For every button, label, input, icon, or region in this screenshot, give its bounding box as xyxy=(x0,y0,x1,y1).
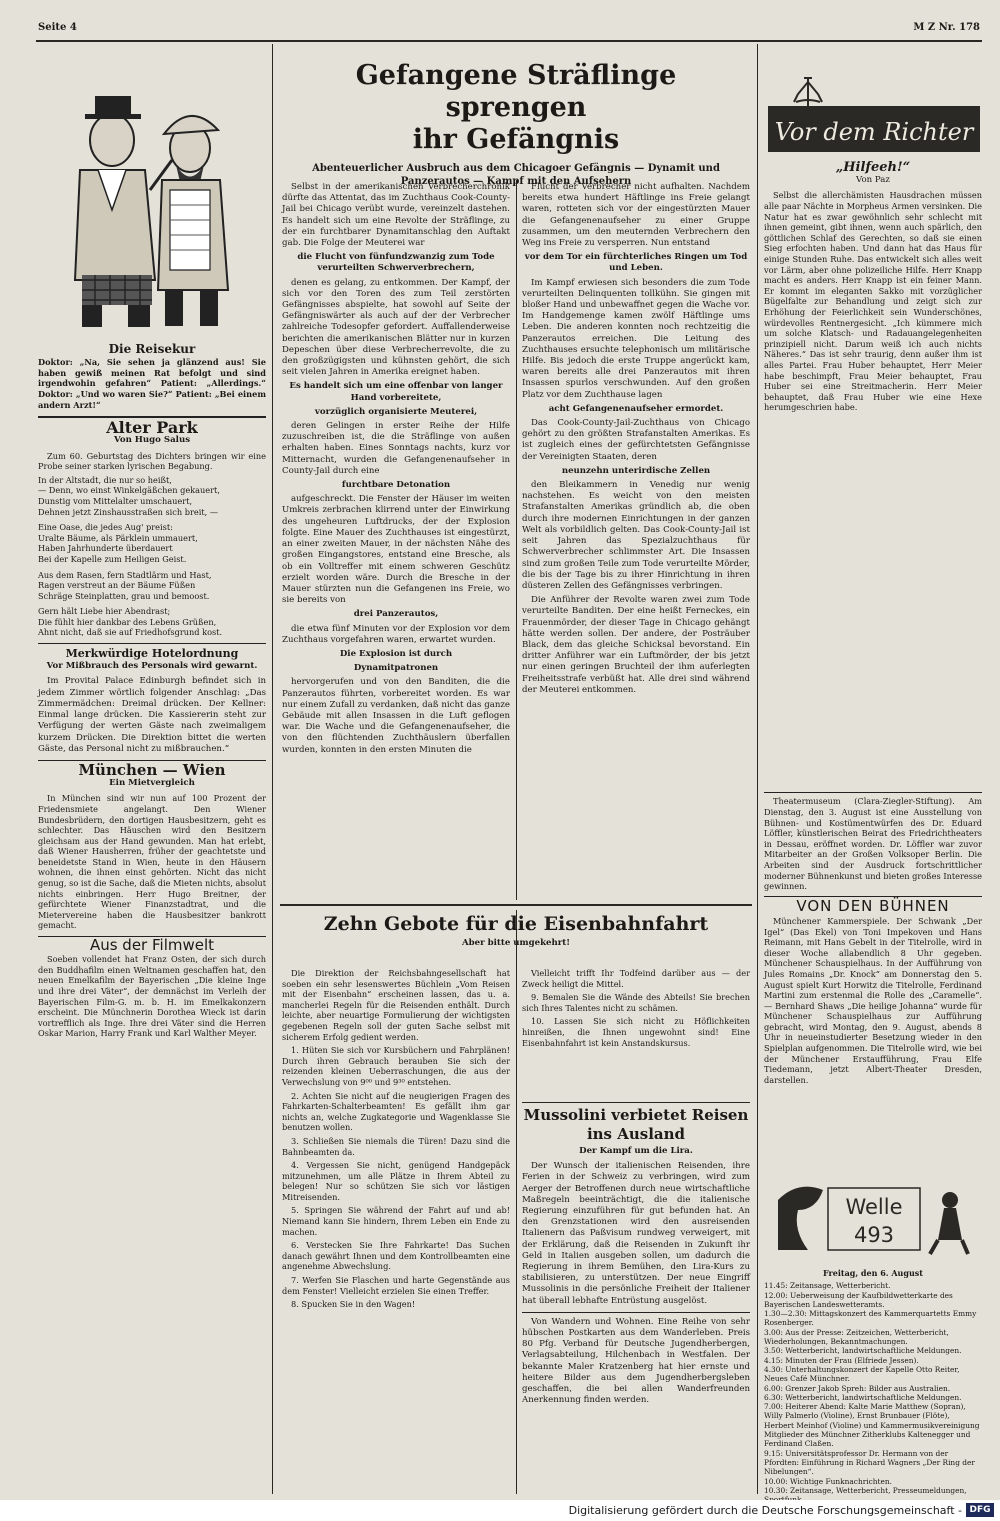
radio-item: 4.30: Unterhaltungskonzert der Kapelle Otto Reiter, Neues Café Münchner. xyxy=(764,1364,960,1384)
radio-item: 10.00: Wichtige Funknachrichten. xyxy=(764,1476,892,1486)
gebot-item: Vielleicht trifft Ihr Todfeind darüber aus — der Zweck heiligt die Mittel. xyxy=(522,968,750,989)
poem-line: Dunstig vom Mittelalter umschauert, xyxy=(38,495,193,506)
poem-line: Ragen verstreut an der Bäume Füßen xyxy=(38,580,196,591)
main-headline-block xyxy=(282,60,750,187)
right-column xyxy=(764,162,982,1180)
dfg-logo: DFG xyxy=(966,1503,994,1517)
gebote-title: Zehn Gebote für die Eisenbahnfahrt xyxy=(323,913,709,935)
page-number: Seite 4 xyxy=(38,22,77,33)
radio-item: 3.00: Aus der Presse: Zeitzeichen, Wetterbericht, Wiederholungen, Bekanntmachungen. xyxy=(764,1327,949,1347)
theater-text: Theatermuseum (Clara-Ziegler-Stiftung). Am Dienstag, den 3. August ist eine Ausstellung von Bühnen- und Kostümentwürfen des Dr. Eduard Löffler, künstlerischen Beirat des Friedrichtheaters in Dessau, eröffnet worden. Dr. Löffler war zuvor Mitarbeiter an der Großen Volksoper Berlin. Die Arbeiten sind der Ausdruck fortschrittlicher moderner Bühnenkunst und bieten großes Interesse gewinnen. xyxy=(764,796,982,892)
left-column xyxy=(38,340,266,1490)
welle-radio-logo xyxy=(768,1180,978,1260)
wien-text: In München sind wir nun auf 100 Prozent der Friedensmiete angelangt. Den Wiener Bundesbrüdern, den dortigen Hausbesitzern, geht es schlechter. Das Häuschen wird den Besitzern gleichsam aus der Hand gewunden. Man hat erlebt, daß Wiener Hausherren, früher der geachtetste und beneidetste Stand in Wien, heute in den Häusern wohnen, die ihnen einst gehörten. Nicht das nicht genug, so ist die Sache, daß die Mieten nichts, absolut nichts einbringen. Herr Hugo Breitner, der gefürchtete Wiener Finanzstadtrat, und die Mietervereine haben die Hausbesitzer bankrott gemacht. xyxy=(38,793,266,931)
poem-line: Haben Jahrhunderte überdauert xyxy=(38,543,173,554)
radio-item: 11.45: Zeitansage, Wetterbericht. xyxy=(764,1281,891,1291)
paragraph: denen es gelang, zu entkommen. Der Kampf, der sich vor den Toren des zum Teil zerstörten Gefängnisses abspielte, hat sowohl auf Seite der Gefängniswärter als auch auf der der Verbrecher zahlreiche Todesopfer gefordert. Auffallenderweise berichten die amerikanischen Blätter nur in kurzen Depeschen über diese Verbrecherrevolte, die zu den großzügigsten und kühnsten gehört, die sich seit vielen Jahren in Amerika ereignet haben. xyxy=(282,277,510,378)
paragraph: Im Kampf erwiesen sich besonders die zum Tode verurteilten Delinquenten tollkühn. Sie gingen mit bloßer Hand und unbewaffnet gegen die Wache vor. Im Handgemenge kamen zwölf Häftlinge ums Leben. Die anderen konnten noch rechtzeitig die Panzerautos erreichen. Die Leitung des Zuchthauses ersuchte telephonisch um militärische Hilfe. Bis jedoch die erste Truppe angerückt kam, waren bereits alle drei Panzerautos mit ihren Insassen spurlos verschwunden. Auf den großen Platz vor dem Zuchthause lagen xyxy=(522,277,750,400)
subheading: die Flucht von fünfundzwanzig zum Tode verurteilten Schwerverbrechern, xyxy=(297,252,495,274)
poem-line: Gern hält Liebe hier Abendrast; xyxy=(38,606,171,617)
radio-item: 1.30—2.30: Mittagskonzert des Kammerquartetts Emmy Rosenberger. xyxy=(764,1309,977,1328)
vor-dem-richter-banner xyxy=(768,72,980,158)
cartoon-illustration xyxy=(40,70,240,335)
footer-bar xyxy=(0,1500,1000,1521)
subheading: vor dem Tor ein fürchterliches Ringen um Tod und Leben. xyxy=(524,252,748,274)
gebote-column-1 xyxy=(282,968,510,1494)
header-rule xyxy=(36,40,982,42)
gebote-intro: Die Direktion der Reichsbahngesellschaft hat soeben ein sehr lesenswertes Büchlein „Vom Reisen mit der Eisenbahn“ erscheinen lassen, das u. a. mancherlei Regeln für die Reisenden enthält. Durch leichte, aber neuartige Formulierung der wichtigsten gegebenen Regeln soll der guten Sache selbst mit sicherem Erfolg gedient werden. xyxy=(282,968,510,1042)
main-column-2 xyxy=(522,182,750,900)
radio-item: 7.00: Heiterer Abend: Kalte Marie Matthew (Sopran), Willy Palmerlo (Violine), Ernst Brunbauer (Flöte), Herbert Meinhof (Violine) und Kammermusikvereinigung Mitglieder des Münchner Zitherklubs Kaltenegger und Ferdinand Claßen. xyxy=(764,1402,980,1449)
subheading: Es handelt sich um eine offenbar von langer Hand vorbereitete, xyxy=(289,381,503,403)
hilfe-author: Von Paz xyxy=(856,175,890,186)
subheading: furchtbare Detonation xyxy=(341,480,451,491)
mussolini-title-line2: ins Ausland xyxy=(586,1125,686,1143)
paragraph: aufgeschreckt. Die Fenster der Häuser im weiten Umkreis zerbrachen klirrend unter der Einwirkung des ungeheuren Luftdrucks, der der Explosion folgte. Eine Mauer des Zuchthauses ist eingestürzt, an einer zweiten Mauer, in der nächsten Nähe des großen Eingangstores, entstand eine Bresche, als ob ein Volltreffer mit einem schweren Geschütz erzielt worden wäre. Durch die Bresche in der Mauer stürzten nun die Gefangenen ins Freie, wo sie bereits von xyxy=(282,494,510,606)
paragraph: deren Gelingen in erster Reihe der Hilfe zuzuschreiben ist, die die Sträflinge von außen erhalten haben. Eines Sonntags nachts, kurz vor Mitternacht, wurden die Gefangenenaufseher in County-Jail durch eine xyxy=(282,421,510,476)
gebot-item: 7. Werfen Sie Flaschen und harte Gegenstände aus dem Fenster! Vielleicht erzielen Sie einen Treffer. xyxy=(282,1275,510,1296)
mussolini-text: Der Wunsch der italienischen Reisenden, ihre Ferien in der Schweiz zu verbringen, wird zum Aerger der Betroffenen durch neue wirtschaftliche Maßregeln beeinträchtigt, die die italienische Regierung einzuführen für gut befunden hat. An den Grenzstationen wird den ausreisenden Italienern das Paßvisum rundweg verweigert, mit der Erklärung, daß die Reisenden in Zukunft ihr Geld in Italien ausgeben sollen, um dadurch die Regierung in ihrem Bemühen, den Lira-Kurs zu stabilisieren, zu unterstützen. Der neue Eingriff Mussolinis in die persönliche Freiheit der Italiener hat überall lebhafte Entrüstung ausgelöst. xyxy=(522,1161,750,1306)
poem-line: Dehnen jetzt Zinshausstraßen sich breit, — xyxy=(38,506,219,517)
poem-line: Ahnt nicht, daß sie auf Friedhofsgrund kost. xyxy=(38,627,223,638)
column-rule xyxy=(516,910,517,1494)
welle-number: 493 xyxy=(853,1223,895,1247)
paragraph: Selbst in der amerikanischen Verbrecherchronik dürfte das Attentat, das im Zuchthaus Cook-County-Jail bei Chicago verübt wurde, vereinzelt dastehen. Es handelt sich um eine Revolte der Sträflinge, zu der ein furchtbarer Dynamitanschlag den Auftakt gab. Die Folge der Meuterei war xyxy=(282,182,510,249)
subheading: neunzehn unterirdische Zellen xyxy=(561,465,711,476)
poem-line: Aus dem Rasen, fern Stadtlärm und Hast, xyxy=(38,569,212,580)
hilfe-title: „Hilfeeh!“ xyxy=(835,160,911,175)
paragraph: hervorgerufen und von den Banditen, die die Panzerautos führten, vorbereitet worden. Es war nur einem Zufall zu verdanken, daß nicht das ganze Gebäude mit allen Insassen in die Luft geflogen war. Die Wache und die Gefangenenaufseher, die von den flüchtenden Zuchthäuslern überfallen wurden, konnten in den ersten Minuten die xyxy=(282,677,510,755)
listener-figure-icon xyxy=(942,1192,958,1208)
poem-line: Bei der Kapelle zum Heiligen Geist. xyxy=(38,553,187,564)
buehnen-text: Münchener Kammerspiele. Der Schwank „Der Igel“ (Das Ekel) von Toni Impekoven und Hans Reimann, mit Hans Gebelt in der Titelrolle, wird in dieser Woche allabendlich 8 Uhr gegeben. Münchener Schauspielhaus. In der Aufführung von Jules Romains „Dr. Knock“ am Donnerstag den 5. August spielt Kurt Horwitz die Titelrolle, Ferdinand Martini zum erstenmal die Rolle des „Caramelle“. — Bernhard Shaws „Die heilige Johanna“ wurde für Münchener Schauspielhaus zur Aufführung gebracht, wird Montag, den 9. August, abends 8 Uhr in neueinstudierter Besetzung wieder in den Spielplan aufgenommen. Die Titelrolle wird, wie bei der Münchener Erstaufführung, Frau Elfe Tiedemann, jetzt Albert-Theater Dresden, darstellen. xyxy=(764,915,982,1085)
gebot-item: 5. Springen Sie während der Fahrt auf und ab! Niemand kann Sie hindern, Ihrem Leben ein Ende zu machen. xyxy=(282,1205,510,1237)
gebote-column-2 xyxy=(522,968,750,1098)
main-subtitle: Abenteuerlicher Ausbruch aus dem Chicagoer Gefängnis — Dynamit und Panzerautos — Kampf mit den Aufsehern xyxy=(312,163,720,187)
subheading: vorzüglich organisierte Meuterei, xyxy=(314,406,478,417)
radio-item: 6.30: Wetterbericht, landwirtschaftliche Meldungen. xyxy=(764,1392,962,1402)
gebot-item: 3. Schließen Sie niemals die Türen! Dazu sind die Bahnbeamten da. xyxy=(282,1135,510,1157)
mussolini-article xyxy=(522,1106,750,1494)
film-title: Aus der Filmwelt xyxy=(89,936,215,955)
buehnen-title: VON DEN BÜHNEN xyxy=(796,896,950,915)
gebot-item: 9. Bemalen Sie die Wände des Abteils! Sie brechen sich Ihres Talentes nicht zu schämen. xyxy=(522,992,750,1013)
gebot-item: 1. Hüten Sie sich vor Kursbüchern und Fahrplänen! Durch ihren Gebrauch berauben Sie sich der reizenden kleinen Ueberraschungen, die aus der Verwechslung von 9⁰⁰ und 9³⁰ entstehen. xyxy=(282,1045,510,1087)
cartoon-caption: Doktor: „Na, Sie sehen ja glänzend aus! Sie haben gewiß meinen Rat befolgt und sind irgendwohin gefahren“ Patient: „Allerdings.“ Doktor: „Und wo waren Sie?“ Patient: „Bei einem andern Arzt!“ xyxy=(38,357,266,410)
radio-program xyxy=(764,1266,982,1494)
funding-note: Digitalisierung gefördert durch die Deutsche Forschungsgemeinschaft - xyxy=(568,1504,962,1517)
gebote-subtitle: Aber bitte umgekehrt! xyxy=(461,938,571,948)
subheading: drei Panzerautos, xyxy=(353,609,439,620)
gebot-item: 10. Lassen Sie sich nicht zu Höflichkeiten hinreißen, die Ihnen ungewohnt sind! Eine Eisenbahnfahrt ist kein Anstandskursus. xyxy=(522,1016,750,1048)
poem-line: Eine Oase, die jedes Aug' preist: xyxy=(38,522,173,533)
paragraph: Die Anführer der Revolte waren zwei zum Tode verurteilte Banditen. Der eine heißt Ferneckes, ein Frauenmörder, der dieser Tage in Chicago gehängt hätte werden sollen. Der andere, der Posträuber Black, dem das gleiche Schicksal bevorstand. Ein dritter Anführer war ein Luftmörder, der bis jetzt nur einen geringen Bruchteil der ihm auferlegten Freiheitsstrafe verbüßt hat. Alle drei sind während der Meuterei entkommen. xyxy=(522,595,750,695)
paragraph: die etwa fünf Minuten vor der Explosion vor dem Zuchthaus vorgefahren waren, erwartet wurden. xyxy=(282,623,510,645)
column-rule xyxy=(272,44,273,1494)
poem-line: Die fühlt hier dankbar des Lebens Grüßen, xyxy=(38,616,217,627)
radio-item: 3.50: Wetterbericht, landwirtschaftliche Meldungen. xyxy=(764,1346,962,1356)
wandern-note: Von Wandern und Wohnen. Eine Reihe von sehr hübschen Postkarten aus dem Wanderleben. Preis 80 Pfg. Verband für Deutsche Jugendherbergen, Verlagsabteilung, Hilchenbach in Westfalen. Der bekannte Maler Kratzenberg hat hier ernste und heitere Bilder aus dem Jugendherbergsleben geschaffen, die bei allen Wanderfreunden Anerkennung finden werden. xyxy=(522,1316,750,1406)
hotel-title: Merkwürdige Hotelordnung xyxy=(65,647,239,661)
poem-line: Uralte Bäume, als Pärklein ummauert, xyxy=(38,532,198,543)
radio-item: 12.00: Ueberweisung der Kaufbildwetterkarte des Bayerischen Landeswetteramts. xyxy=(764,1290,953,1309)
subheading: Dynamitpatronen xyxy=(353,663,439,674)
page-header xyxy=(38,22,980,38)
subheading: acht Gefangenenaufseher ermordet. xyxy=(548,403,724,414)
paragraph: den Bleikammern in Venedig nur wenig nachstehen. Es weicht von den meisten Strafanstalten Amerikas gründlich ab, die oben durch ihre modernen Einrichtungen in der ganzen Welt als vorbildlich gelten. Das Cook-County-Jail ist seit Jahren das Spezialzuchthaus für Schwerverbrecher schlimmster Art. Die Insassen sind zum großen Teile zum Tode verurteilte Mörder, die bis der Tage bis zu ihrer Hinrichtung in ihren düsteren Zellen des Gefängnisses verbringen. xyxy=(522,480,750,591)
hilfe-text: Selbst die allerchämisten Hausdrachen müssen alle paar Nächte in Morpheus Armen versinken. Die Natur hat es zwar gewöhnlich sehr schlecht mit ihnen gemeint, gibt ihnen, wenn auch spärlich, den göttlichen Schlaf des Gerechten, so daß sie einen Sieg erfochten haben. Und dann hat das Haus für einige Stunden Ruhe. Das entwickelt sich alles weit vor Lärm, aber ohne polizeiliche Hilfe. Herr Knapp macht es anders. Herr Knapp ist ein feiner Mann. Er kommt im eleganten Sakko mit vorzüglicher Bügelfalte zur Behandlung und zeigt sich zur Erhöhung der Feierlichkeit sein Wunderschönes, würdevolles Rentnergesicht. „Ich kümmere mich um solche Klatsch- und Radauangelegenheiten prinzipiell nicht. Darum weiß ich auch nichts Näheres.“ Das ist sehr traurig, denn außer ihm ist alles Partei. Frau Huber behauptet, Herr Meier habe beschimpft, Frau Meier behauptet, Frau Huber sei eine Streitmacherin. Herr Meier behauptet, daß Frau Huber wie eine Hexe herumgeschrien habe. xyxy=(764,190,982,413)
park-author: Von Hugo Salus xyxy=(113,435,191,446)
park-poem xyxy=(38,475,266,638)
mussolini-subtitle: Der Kampf um die Lira. xyxy=(579,1146,693,1156)
cartoon-title: Die Reisekur xyxy=(108,342,196,356)
gebot-item: 2. Achten Sie nicht auf die neugierigen Fragen des Fahrkarten-Schalterbeamten! Es gefällt ihm gar nichts an, welche Zugkategorie und Wagenklasse Sie benutzen wollen. xyxy=(282,1090,510,1133)
poem-line: In der Altstadt, die nur so heißt, xyxy=(38,474,172,485)
subheading: Die Explosion ist durch xyxy=(339,648,453,659)
welle-label: Welle xyxy=(845,1195,903,1219)
issue-number: M Z Nr. 178 xyxy=(913,22,980,33)
richter-banner-text: Vor dem Richter xyxy=(774,118,974,146)
poem-line: Schräge Steinplatten, grau und bemoost. xyxy=(38,590,210,601)
gebot-item: 4. Vergessen Sie nicht, genügend Handgepäck mitzunehmen, um alle Plätze in Ihrem Abteil zu belegen! Nur so schützen Sie sich vor lästigen Mitreisenden. xyxy=(282,1160,510,1202)
radio-item: 10.30: Zeitansage, Wetterbericht, Presseumeldungen, xyxy=(764,1485,967,1495)
hotel-text: Im Provital Palace Edinburgh befindet sich in jedem Zimmer wörtlich folgender Anschlag: „Das Zimmermädchen: Dreimal drücken. Der Kellner: Einmal lange drücken. Die Kassiererin steht zur Verfügung der werten Gäste nach zweimaligem kurzem Drücken. Die Direktion bittet die werten Gäste, das Personal nicht zu mißbrauchen.“ xyxy=(38,676,266,754)
section-rule xyxy=(280,904,752,906)
gebot-item: 8. Spucken Sie in den Wagen! xyxy=(291,1299,416,1310)
radio-item: 4.15: Minuten der Frau (Elfriede Jessen). xyxy=(764,1355,919,1365)
section-rule xyxy=(522,1102,750,1103)
wien-subtitle: Ein Mietvergleich xyxy=(109,778,195,789)
column-rule xyxy=(757,44,758,1494)
hotel-subtitle: Vor Mißbrauch des Personals wird gewarnt. xyxy=(46,661,258,672)
radio-item: 6.00: Grenzer Jakob Spreh: Bilder aus Australien. xyxy=(764,1383,951,1393)
column-rule xyxy=(516,180,517,900)
park-intro: Zum 60. Geburtstag des Dichters bringen wir eine Probe seiner starken lyrischen Begabung. xyxy=(38,450,266,472)
main-column-1 xyxy=(282,182,510,900)
paragraph: Das Cook-County-Jail-Zuchthaus von Chicago gehört zu den größten Strafanstalten Amerikas. Es ist zugleich eines der gefürchtetsten Gefängnisse der Vereinigten Staaten, deren xyxy=(522,418,750,462)
poem-line: — Denn, wo einst Winkelgäßchen gekauert, xyxy=(38,485,220,496)
gebot-item: 6. Verstecken Sie Ihre Fahrkarte! Das Suchen danach gewährt Ihnen und dem Kontrollbeamten eine angenehme Abwechslung. xyxy=(282,1240,510,1272)
film-text: Soeben vollendet hat Franz Osten, der sich durch den Buddhafilm einen Weltnamen geschaffen hat, den neuen Emelkafilm der Bayerischen „Die kleine Inge und ihre drei Väter“, der demnächst im Verleih der Bayerischen Film-G. m. b. H. im Emelkakonzern erscheint. Die Münchnerin Dorothea Wieck ist darin vortrefflich als Inge. Ihre drei Väter sind die Herren Oskar Marion, Harry Frank und Karl Walther Meyer. xyxy=(38,954,266,1039)
radio-item: 9.15: Universitätsprofessor Dr. Hermann von der Pfordten: Einführung in Richard Wagners „Der Ring der Nibelungen“. xyxy=(764,1448,975,1477)
main-title-line2: ihr Gefängnis xyxy=(412,124,620,155)
park-title: Alter Park xyxy=(106,418,198,438)
paragraph: Flucht der Verbrecher nicht aufhalten. Nachdem bereits etwa hundert Häftlinge ins Freie gelangt waren, rotteten sich vor der eingestürzten Mauer die Gefangenenaufseher zu einer Gruppe zusammen, um den meuternden Verbrechern den Weg ins Freie zu versperren. Nun entstand xyxy=(522,182,750,249)
gebote-headline xyxy=(282,912,750,962)
wien-title: München — Wien xyxy=(78,760,226,779)
radio-day: Freitag, den 6. August xyxy=(823,1268,923,1278)
mussolini-title-line1: Mussolini verbietet Reisen xyxy=(523,1106,749,1124)
main-title-line1: Gefangene Sträflinge sprengen xyxy=(355,60,677,123)
